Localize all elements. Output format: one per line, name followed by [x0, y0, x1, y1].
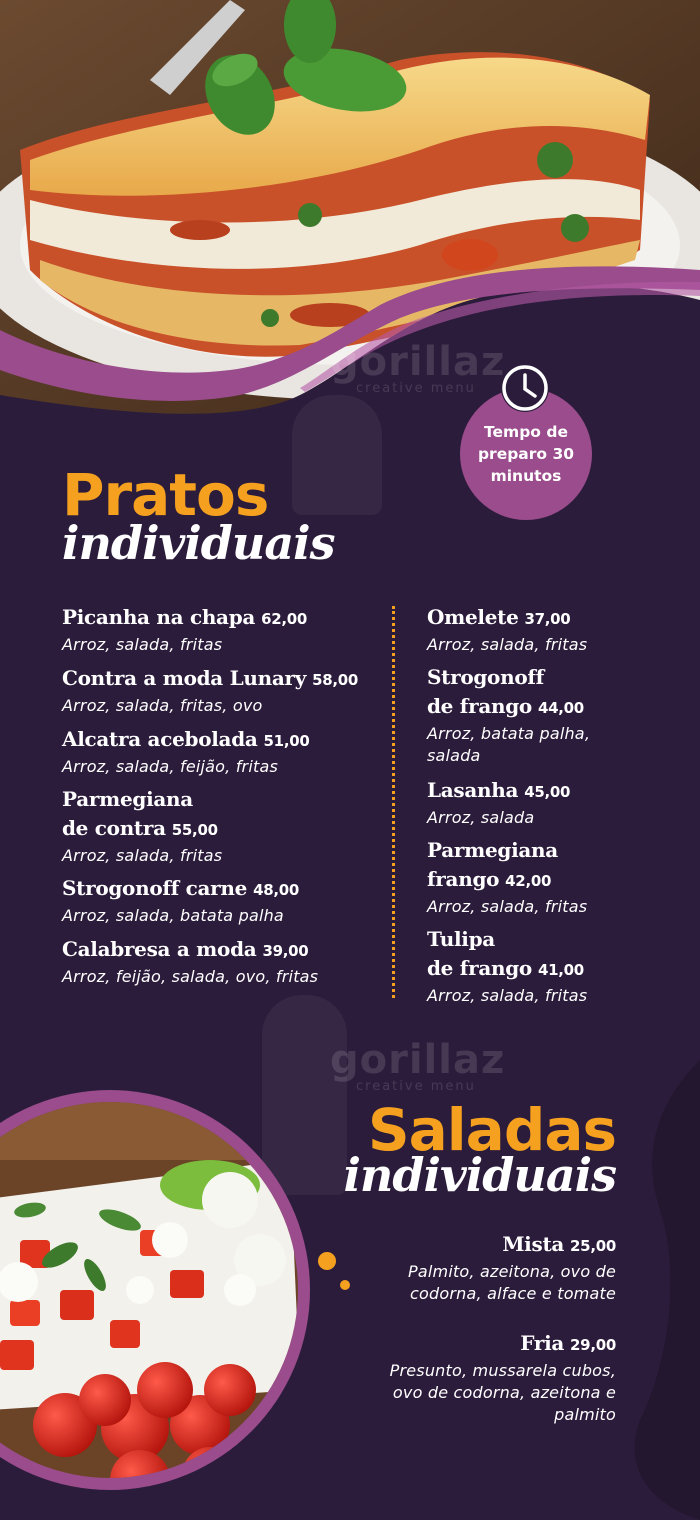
menu-item: [427, 925, 587, 1007]
item-name: Fria: [520, 1331, 565, 1355]
section-title-salads: Saladas: [367, 1096, 616, 1164]
item-description: Arroz, salada, feijão, fritas: [62, 757, 278, 776]
menu-item: [62, 874, 299, 927]
item-name-line2: de frango: [427, 956, 532, 980]
item-description: Arroz, salada, fritas: [62, 846, 223, 865]
item-description: Arroz, feijão, salada, ovo, fritas: [62, 967, 319, 986]
item-price: 44,00: [537, 699, 584, 717]
item-name: Strogonoff carne: [62, 876, 248, 900]
item-price: 42,00: [505, 872, 552, 890]
item-description: Arroz, salada, batata palha: [62, 906, 284, 925]
item-price: 25,00: [570, 1237, 616, 1255]
item-description-line2: codorna, alface e tomate: [410, 1284, 616, 1303]
salad-item: [316, 1329, 616, 1426]
item-name: Contra a moda Lunary: [62, 666, 307, 690]
item-description: Arroz, salada, fritas: [62, 635, 223, 654]
watermark-tagline: creative menu: [356, 1079, 476, 1094]
item-price: 39,00: [262, 942, 309, 960]
menu-item: [62, 664, 358, 717]
item-name: Picanha na chapa: [62, 605, 256, 629]
item-name: Parmegiana: [62, 787, 193, 811]
item-name: Lasanha: [427, 778, 519, 802]
menu-item: [427, 776, 570, 829]
menu-item: [427, 603, 587, 656]
item-name: Calabresa a moda: [62, 937, 257, 961]
item-price: 55,00: [171, 821, 218, 839]
item-price: 51,00: [263, 732, 310, 750]
watermark-tagline: creative menu: [356, 381, 476, 396]
section-subtitle-main: individuais: [62, 516, 335, 570]
item-description: Palmito, azeitona, ovo de: [408, 1262, 616, 1281]
menu-item: [427, 663, 590, 767]
item-name-line2: frango: [427, 867, 500, 891]
watermark-top: [330, 339, 506, 396]
salad-photo: [0, 1090, 310, 1490]
column-divider: [392, 606, 395, 998]
item-price: 41,00: [537, 961, 584, 979]
item-description: Presunto, mussarela cubos,: [389, 1361, 616, 1380]
clock-icon: [498, 361, 552, 415]
item-description: Arroz, salada: [427, 808, 535, 827]
item-price: 48,00: [253, 881, 300, 899]
watermark-bottom: [330, 1037, 506, 1094]
item-price: 37,00: [524, 610, 571, 628]
item-name: Alcatra acebolada: [62, 727, 258, 751]
watermark-brand: gorillaz: [330, 339, 506, 385]
menu-item: [62, 785, 222, 867]
item-description-line3: palmito: [554, 1405, 616, 1424]
item-description-line2: salada: [427, 746, 481, 765]
item-name: Parmegiana: [427, 838, 558, 862]
watermark-gorilla-top: [292, 395, 382, 515]
menu-item: [62, 935, 318, 988]
item-name: Strogonoff: [427, 665, 544, 689]
item-name-line2: de contra: [62, 816, 166, 840]
item-price: 45,00: [524, 783, 571, 801]
item-name: Omelete: [427, 605, 519, 629]
menu-item: [62, 603, 307, 656]
item-name: Mista: [502, 1232, 565, 1256]
section-subtitle-salads: individuais: [343, 1148, 616, 1202]
item-description-line2: ovo de codorna, azeitona e: [392, 1383, 616, 1402]
menu-item: [427, 836, 587, 918]
prep-time-text: Tempo de preparo 30 minutos: [477, 423, 575, 485]
item-description: Arroz, salada, fritas: [427, 986, 588, 1005]
item-name: Tulipa: [427, 927, 495, 951]
item-description: Arroz, salada, fritas, ovo: [62, 696, 263, 715]
section-title-main: Pratos: [62, 461, 269, 529]
item-price: 29,00: [570, 1336, 616, 1354]
item-name-line2: de frango: [427, 694, 532, 718]
item-price: 58,00: [312, 671, 359, 689]
salad-item: [316, 1230, 616, 1305]
item-description: Arroz, batata palha,: [427, 724, 591, 743]
item-description: Arroz, salada, fritas: [427, 635, 588, 654]
item-price: 62,00: [261, 610, 308, 628]
menu-item: [62, 725, 310, 778]
watermark-brand: gorillaz: [330, 1037, 506, 1083]
item-description: Arroz, salada, fritas: [427, 897, 588, 916]
